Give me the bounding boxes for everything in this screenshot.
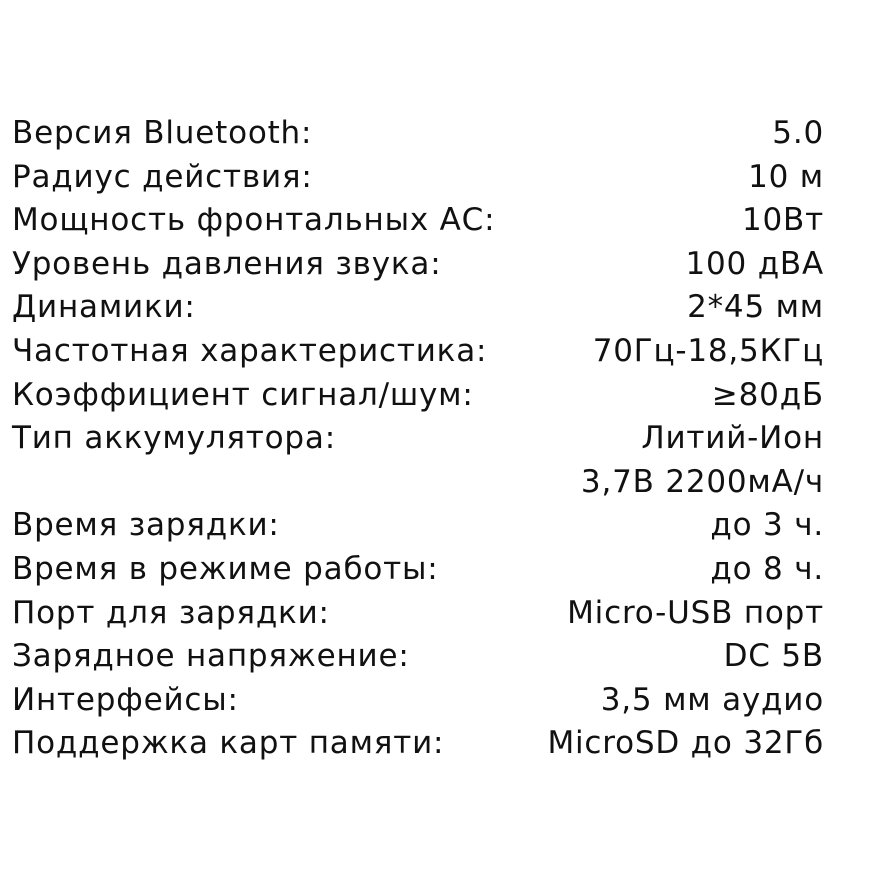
spec-value: до 8 ч. — [710, 550, 824, 587]
spec-label: Версия Bluetooth: — [12, 115, 313, 151]
spec-row-sound-pressure — [12, 243, 824, 287]
spec-label: Тип аккумулятора: — [12, 420, 336, 457]
spec-label: Мощность фронтальных АС: — [12, 202, 496, 239]
spec-value: Литий-Ион — [641, 420, 824, 457]
spec-value: DC 5В — [723, 638, 824, 675]
spec-list — [12, 112, 824, 766]
spec-value: 3,7В 2200мА/ч — [580, 463, 824, 500]
spec-row-interfaces — [12, 679, 824, 723]
spec-value: 3,5 мм аудио — [600, 681, 824, 718]
spec-value: 100 дВА — [685, 245, 824, 282]
spec-label: Коэффициент сигнал/шум: — [12, 376, 474, 413]
spec-label: Уровень давления звука: — [12, 245, 442, 282]
spec-value: MicroSD до 32Гб — [547, 725, 824, 762]
spec-row-frequency-response — [12, 330, 824, 374]
spec-value: до 3 ч. — [710, 507, 824, 544]
spec-value: 5.0 — [772, 115, 824, 151]
spec-label: Динамики: — [12, 289, 196, 326]
spec-label: Время в режиме работы: — [12, 550, 439, 587]
spec-label: Частотная характеристика: — [12, 332, 488, 369]
spec-row-range — [12, 156, 824, 200]
spec-label: Время зарядки: — [12, 507, 280, 544]
spec-row-signal-noise — [12, 374, 824, 418]
spec-row-front-speaker-power — [12, 199, 824, 243]
spec-label: Зарядное напряжение: — [12, 638, 410, 675]
spec-value: 10 м — [748, 158, 824, 195]
spec-row-drivers — [12, 286, 824, 330]
spec-value: 2*45 мм — [687, 289, 824, 326]
spec-value: ≥80дБ — [711, 376, 824, 413]
spec-value: 70Гц-18,5КГц — [592, 332, 824, 369]
spec-label: Радиус действия: — [12, 158, 313, 195]
spec-label: Интерфейсы: — [12, 681, 239, 718]
spec-row-battery-capacity — [12, 461, 824, 505]
spec-row-charge-voltage — [12, 635, 824, 679]
spec-row-battery-type — [12, 417, 824, 461]
spec-row-memory-card — [12, 722, 824, 766]
spec-value: 10Вт — [742, 202, 824, 239]
spec-value: Micro-USB порт — [567, 594, 824, 631]
spec-label: Порт для зарядки: — [12, 594, 330, 631]
spec-row-charge-port — [12, 592, 824, 636]
spec-label: Поддержка карт памяти: — [12, 725, 445, 762]
spec-row-work-time — [12, 548, 824, 592]
spec-row-charge-time — [12, 504, 824, 548]
spec-row-bluetooth-version — [12, 112, 824, 156]
